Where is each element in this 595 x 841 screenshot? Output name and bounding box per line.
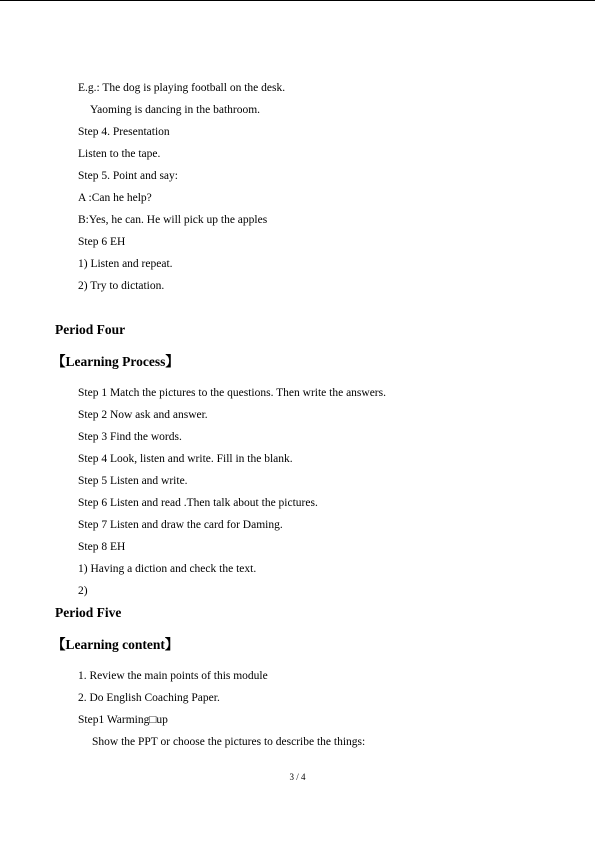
p4-step-4: Step 4 Look, listen and write. Fill in the blank. (78, 453, 293, 465)
p5-step-1: Step1 Warming□up (78, 714, 168, 726)
example-line-1: E.g.: The dog is playing football on the desk. (78, 82, 286, 94)
step-4-line: Step 4. Presentation (78, 126, 170, 138)
dialogue-a-line: A :Can he help? (78, 192, 152, 204)
example-line-2: Yaoming is dancing in the bathroom. (90, 104, 261, 116)
p4-step-1: Step 1 Match the pictures to the questions. Then write the answers. (78, 387, 386, 399)
period-five-heading: Period Five (55, 605, 122, 620)
listen-tape-line: Listen to the tape. (78, 148, 161, 160)
page-top-rule (0, 0, 595, 1)
list-item-1: 1) Listen and repeat. (78, 258, 173, 270)
p4-step-3: Step 3 Find the words. (78, 431, 182, 443)
p4-list-item-2: 2) (78, 585, 88, 597)
p4-step-5: Step 5 Listen and write. (78, 475, 188, 487)
p4-step-6: Step 6 Listen and read .Then talk about the pictures. (78, 497, 318, 509)
p4-step-2: Step 2 Now ask and answer. (78, 409, 208, 421)
p4-step-8: Step 8 EH (78, 541, 126, 553)
step-6-line: Step 6 EH (78, 236, 126, 248)
dialogue-b-line: B:Yes, he can. He will pick up the apples (78, 214, 268, 226)
p5-item-2: 2. Do English Coaching Paper. (78, 692, 220, 704)
step-5-line: Step 5. Point and say: (78, 170, 178, 182)
period-four-heading: Period Four (55, 322, 126, 337)
page-number: 3 / 4 (289, 772, 306, 782)
p4-list-item-1: 1) Having a diction and check the text. (78, 563, 257, 575)
p5-step-1-detail: Show the PPT or choose the pictures to describe the things: (92, 736, 366, 748)
p4-step-7: Step 7 Listen and draw the card for Daming. (78, 519, 283, 531)
p5-item-1: 1. Review the main points of this module (78, 670, 268, 682)
learning-process-heading: 【Learning Process】 (52, 354, 179, 369)
list-item-2: 2) Try to dictation. (78, 280, 165, 292)
learning-content-heading: 【Learning content】 (52, 637, 179, 652)
